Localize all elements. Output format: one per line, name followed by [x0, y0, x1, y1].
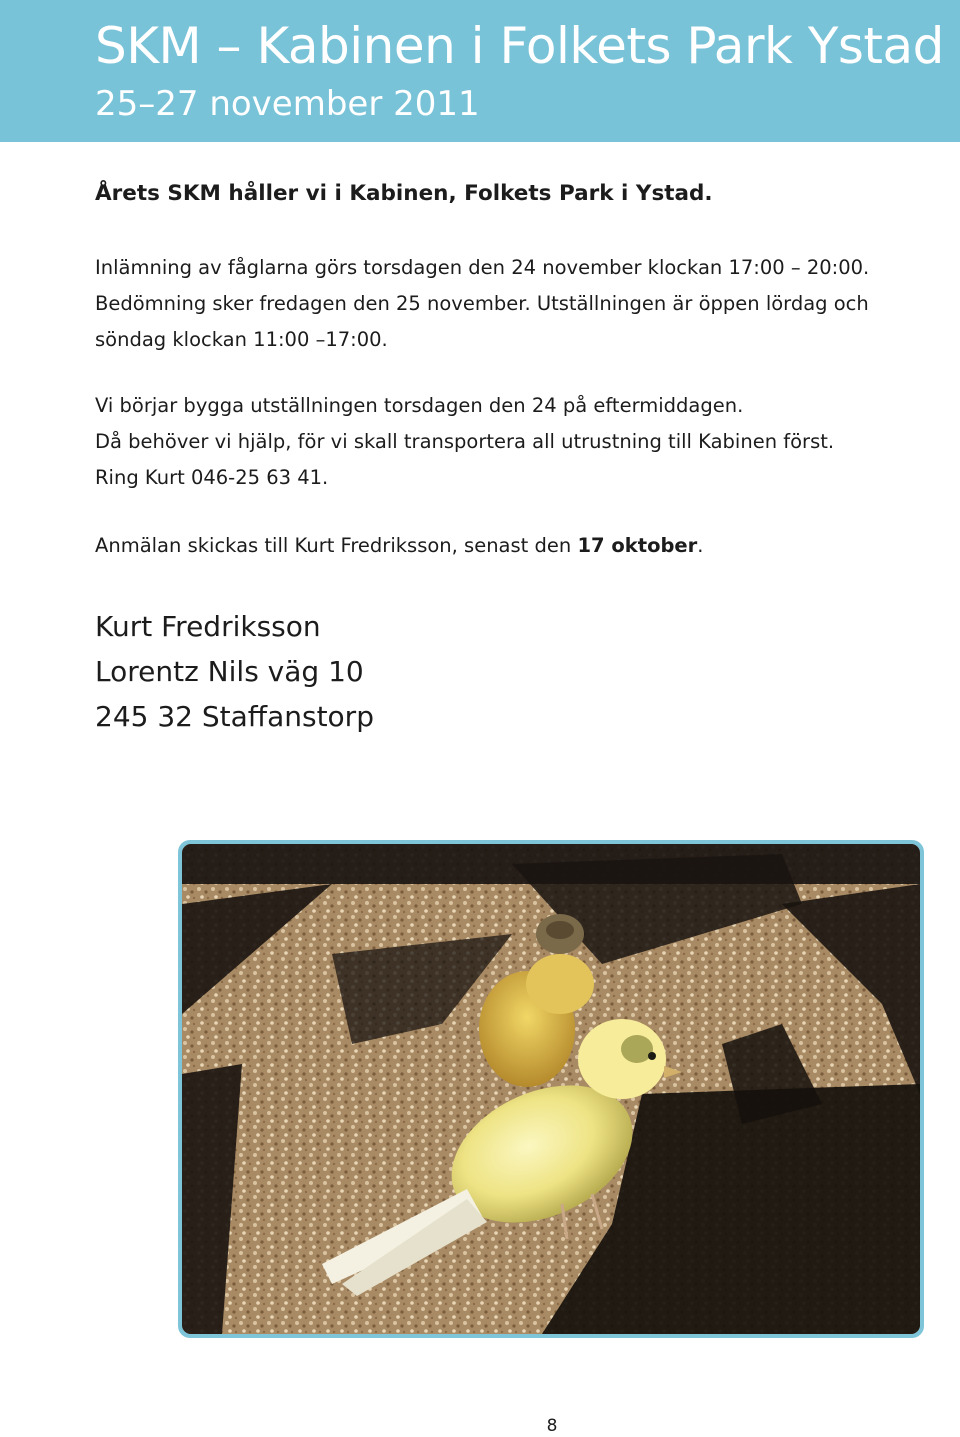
schedule-line: Bedömning sker fredagen den 25 november. Utställningen är öppen lördag och: [95, 292, 869, 315]
help-line: Då behöver vi hjälp, för vi skall transportera all utrustning till Kabinen först.: [95, 430, 835, 453]
address-street: Lorentz Nils väg 10: [95, 655, 364, 688]
photo-frame: [178, 840, 924, 1338]
registration-text: Anmälan skickas till Kurt Fredriksson, senast den: [95, 534, 578, 557]
page-number: 8: [546, 1416, 558, 1436]
schedule-paragraph: [95, 250, 955, 358]
contact-address: [95, 604, 955, 739]
canaries-illustration: [182, 844, 920, 1334]
help-line: Ring Kurt 046-25 63 41.: [95, 466, 329, 489]
registration-period: .: [697, 534, 704, 557]
canary-photo: [182, 844, 920, 1334]
event-dates: 25–27 november 2011: [95, 84, 480, 124]
registration-deadline: 17 oktober: [577, 534, 698, 557]
schedule-line: söndag klockan 11:00 –17:00.: [95, 328, 388, 351]
schedule-line: Inlämning av fåglarna görs torsdagen den 24 november klockan 17:00 – 20:00.: [95, 256, 870, 279]
page-title: SKM – Kabinen i Folkets Park Ystad: [95, 17, 944, 75]
title-banner: [0, 0, 960, 142]
intro-lead: Årets SKM håller vi i Kabinen, Folkets Park i Ystad.: [95, 181, 713, 206]
address-name: Kurt Fredriksson: [95, 610, 321, 643]
help-line: Vi börjar bygga utställningen torsdagen den 24 på eftermiddagen.: [95, 394, 744, 417]
registration-paragraph: [95, 528, 955, 564]
help-paragraph: [95, 388, 955, 496]
article-body: [95, 176, 955, 739]
address-city: 245 32 Staffanstorp: [95, 700, 374, 733]
